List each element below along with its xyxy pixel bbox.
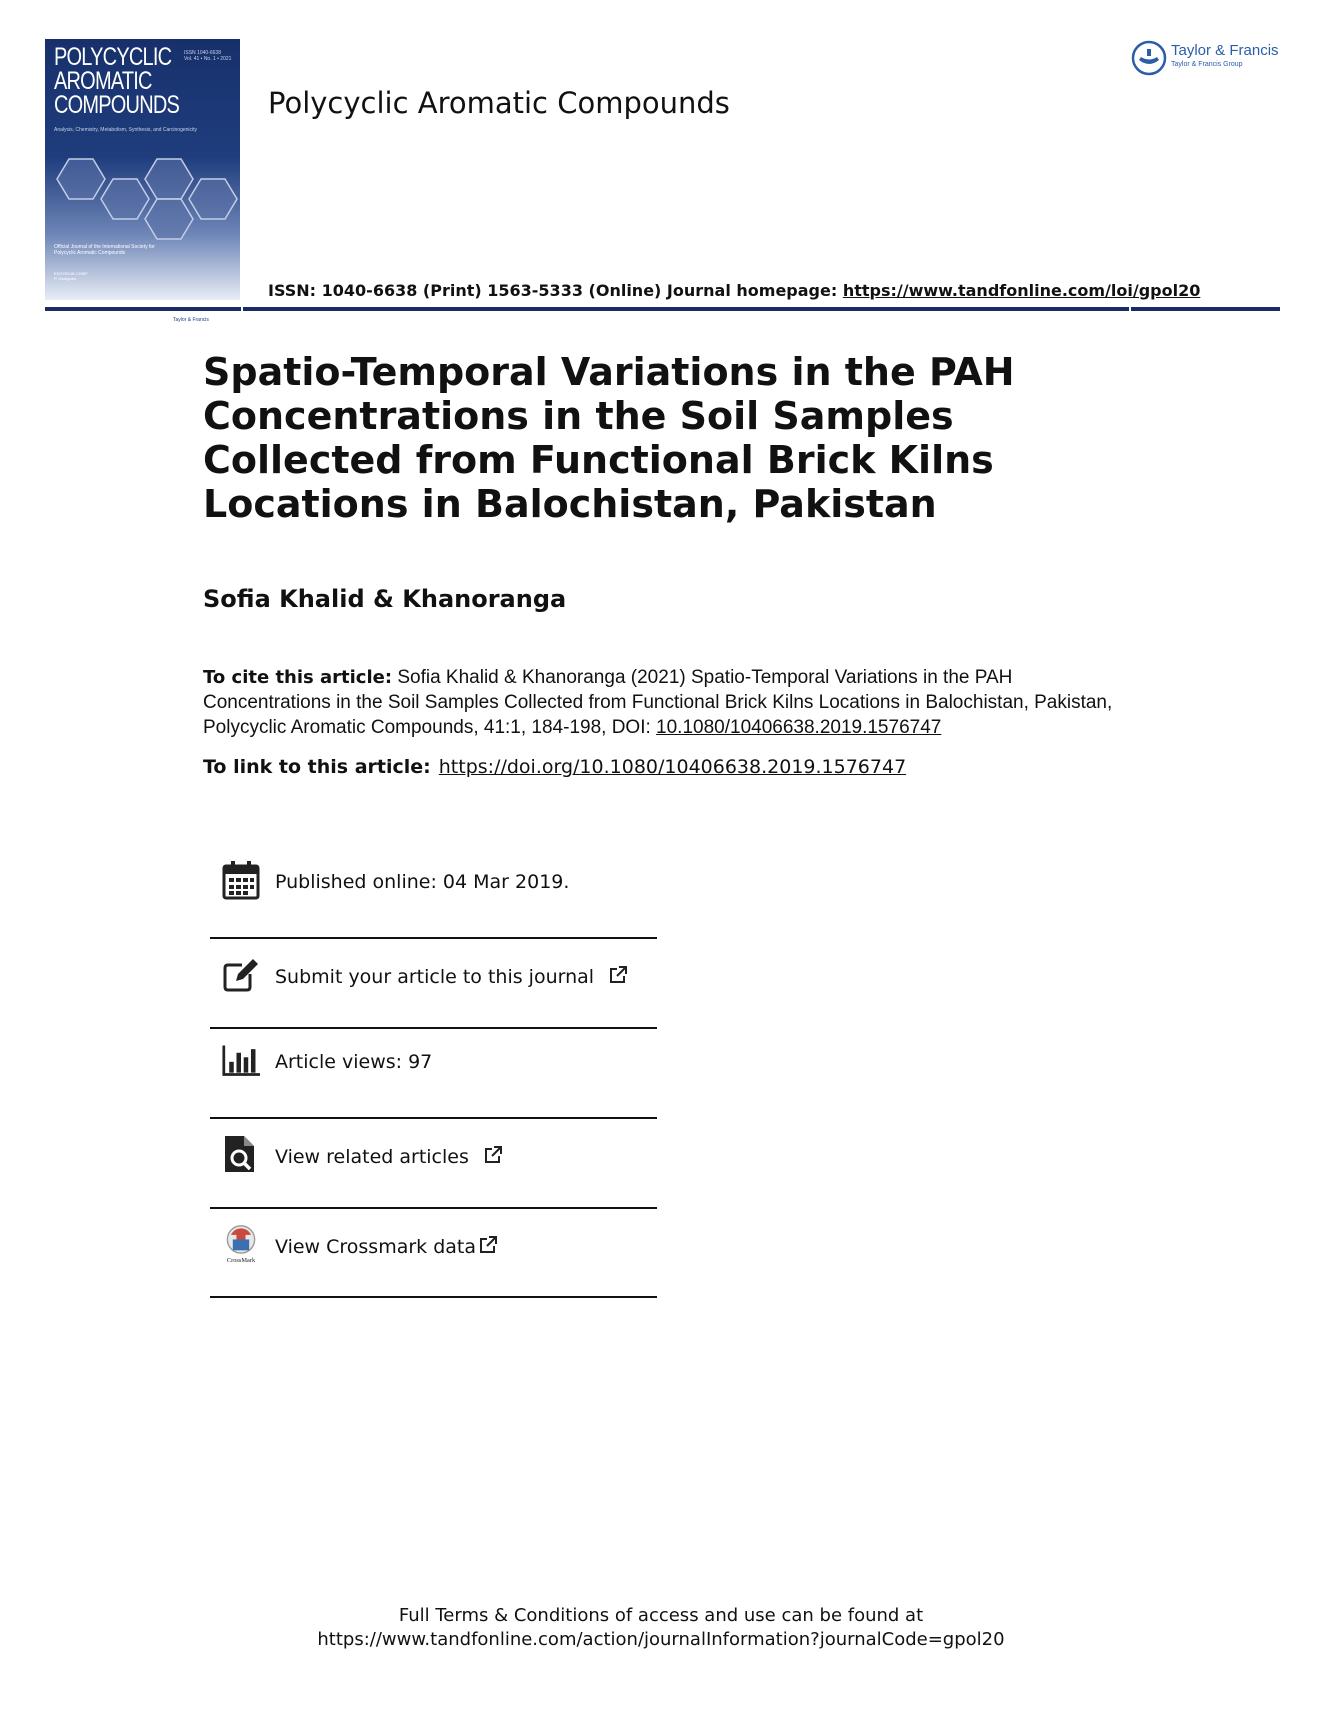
submit-row[interactable] — [210, 934, 657, 1023]
link-label: To link to this article: — [203, 756, 431, 778]
crossmark-logo-text: CrossMark — [226, 1257, 256, 1265]
related-articles-link[interactable] — [275, 1145, 503, 1168]
document-search-icon — [222, 1134, 260, 1174]
related-label: View related articles — [275, 1146, 469, 1168]
edit-icon — [222, 954, 260, 994]
article-doi-link[interactable]: https://doi.org/10.1080/10406638.2019.1576747 — [438, 756, 907, 778]
cover-subtitle: Analysis, Chemistry, Metabolism, Synthesis, and Carcinogenicity — [54, 127, 198, 133]
crossmark-label: View Crossmark data — [275, 1236, 477, 1258]
crossmark-row[interactable] — [210, 1204, 657, 1293]
divider-gap — [241, 306, 243, 312]
cite-label: To cite this article: — [203, 667, 393, 688]
article-views: Article views: 97 — [275, 1051, 433, 1073]
external-link-icon — [608, 965, 628, 985]
article-title: Spatio-Temporal Variations in the PAH Concentrations in the Soil Samples Collected from Functional Brick Kilns Locations in Balochistan, Pakistan — [203, 350, 1015, 526]
journal-title: Polycyclic Aromatic Compounds — [268, 86, 730, 120]
journal-cover[interactable] — [45, 39, 240, 323]
published-date: Published online: 04 Mar 2019. — [275, 871, 570, 893]
journal-homepage-link[interactable]: https://www.tandfonline.com/loi/gpol20 — [842, 281, 1201, 300]
cover-official-text: Official Journal of the International Society for Polycyclic Aromatic Compounds — [54, 244, 155, 256]
related-row[interactable] — [210, 1114, 657, 1203]
citation — [203, 665, 1138, 740]
publisher-group: Taylor & Francis Group — [1171, 61, 1243, 68]
external-link-icon — [483, 1145, 503, 1165]
info-divider — [210, 1296, 657, 1298]
crossmark-link[interactable] — [275, 1235, 498, 1258]
footer-terms-link[interactable]: https://www.tandfonline.com/action/journalInformation?journalCode=gpol20 — [317, 1629, 1005, 1650]
header-divider — [45, 307, 1280, 311]
article-authors: Sofia Khalid & Khanoranga — [203, 585, 567, 613]
article-link — [203, 756, 906, 778]
issn-text: ISSN: 1040-6638 (Print) 1563-5333 (Online) Journal homepage: — [268, 281, 843, 300]
calendar-icon — [222, 860, 260, 900]
publisher-name: Taylor & Francis — [1171, 42, 1279, 59]
submit-label: Submit your article to this journal — [275, 966, 595, 988]
cover-editor: EDITOR-IN-CHIEF P. Garrigues — [54, 271, 88, 281]
submit-article-link[interactable] — [275, 965, 628, 988]
bar-chart-icon — [222, 1040, 260, 1080]
external-link-icon — [478, 1235, 498, 1255]
cover-title: POLYCYCLIC AROMATIC COMPOUNDS — [54, 43, 180, 119]
published-row — [210, 840, 657, 929]
terms-footer — [0, 1604, 1322, 1652]
cover-publisher: Taylor & Francis — [173, 317, 209, 323]
issn-line — [268, 281, 1200, 300]
cover-issn: ISSN 1040-6638 Vol. 41 • No. 1 • 2021 — [184, 50, 232, 62]
cite-text: Sofia Khalid & Khanoranga (2021) Spatio-Temporal Variations in the PAH Concentrations in the Soil Samples Collected from Functional Brick Kilns Locations in Balochistan, Pakistan, Polycyclic Aromatic Compounds, 41:1, 184-198, DOI: — [203, 667, 1113, 738]
divider-gap — [1129, 306, 1131, 312]
footer-line1: Full Terms & Conditions of access and use can be found at — [398, 1605, 924, 1626]
views-row — [210, 1020, 657, 1109]
crossmark-icon — [222, 1224, 260, 1264]
cite-doi-link[interactable]: 10.1080/10406638.2019.1576747 — [656, 717, 942, 738]
